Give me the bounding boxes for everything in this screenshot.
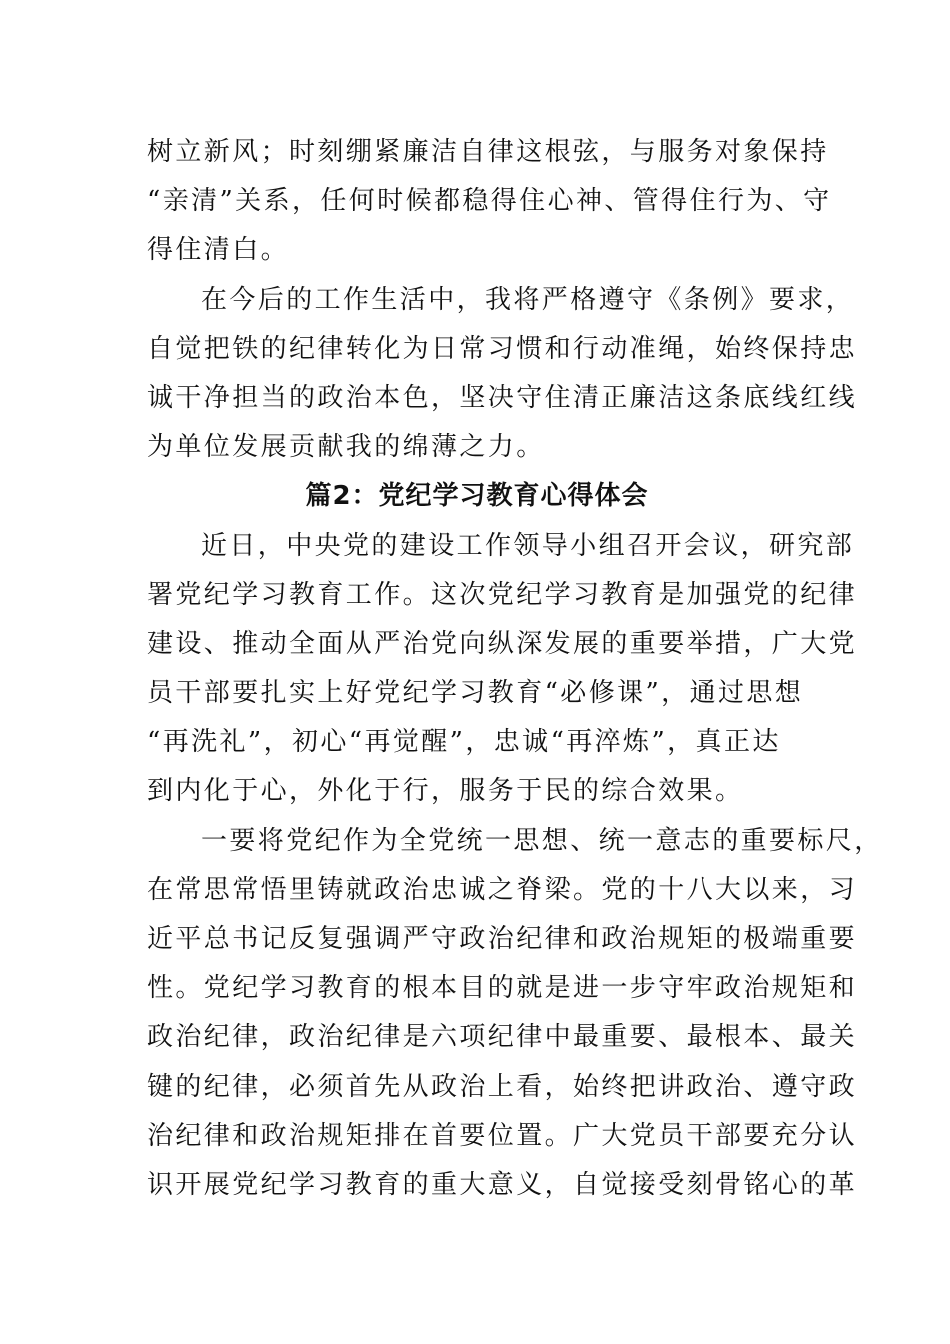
text-line: 树立新风；时刻绷紧廉洁自律这根弦，与服务对象保持 (147, 137, 829, 167)
text-line: 识开展党纪学习教育的重大意义，自觉接受刻骨铭心的革 (147, 1169, 858, 1200)
document-body (147, 128, 883, 1210)
paragraph-start: 一要将党纪作为全党统一思想、统一意志的重要标尺， (201, 825, 883, 856)
section-title: 篇2：党纪学习教育心得体会 (305, 481, 649, 512)
text-line: 在常思常悟里铸就政治忠诚之脊梁。党的十八大以来，习 (147, 874, 858, 905)
paragraph-start: 在今后的工作生活中，我将严格遵守《条例》要求， (201, 284, 855, 315)
text-line: 治纪律和政治规矩排在首要位置。广大党员干部要充分认 (147, 1120, 858, 1151)
text-line: 得住清白。 (147, 235, 290, 266)
text-line: 为单位发展贡献我的绵薄之力。 (147, 432, 545, 463)
text-line: 政治纪律，政治纪律是六项纪律中最重要、最根本、最关 (147, 1022, 858, 1053)
text-line: 近平总书记反复强调严守政治纪律和政治规矩的极端重要 (147, 924, 858, 954)
text-line: 到内化于心，外化于行，服务于民的综合效果。 (147, 776, 744, 807)
paragraph-start: 近日，中央党的建设工作领导小组召开会议，研究部 (201, 530, 855, 561)
text-line: 员干部要扎实上好党纪学习教育“必修课”，通过思想 (147, 678, 804, 709)
text-line: 建设、推动全面从严治党向纵深发展的重要举措，广大党 (147, 628, 858, 659)
text-line: “亲清”关系，任何时候都稳得住心神、管得住行为、守 (147, 186, 832, 217)
text-line: 诚干净担当的政治本色，坚决守住清正廉洁这条底线红线 (147, 382, 858, 413)
text-line: 键的纪律，必须首先从政治上看，始终把讲政治、遵守政 (147, 1071, 858, 1102)
text-line: 自觉把铁的纪律转化为日常习惯和行动准绳，始终保持忠 (147, 333, 858, 364)
text-line: 署党纪学习教育工作。这次党纪学习教育是加强党的纪律 (147, 579, 858, 610)
text-line: “再洗礼”，初心“再觉醒”，忠诚“再淬炼”，真正达 (147, 727, 781, 758)
text-line: 性。党纪学习教育的根本目的就是进一步守牢政治规矩和 (147, 973, 858, 1004)
